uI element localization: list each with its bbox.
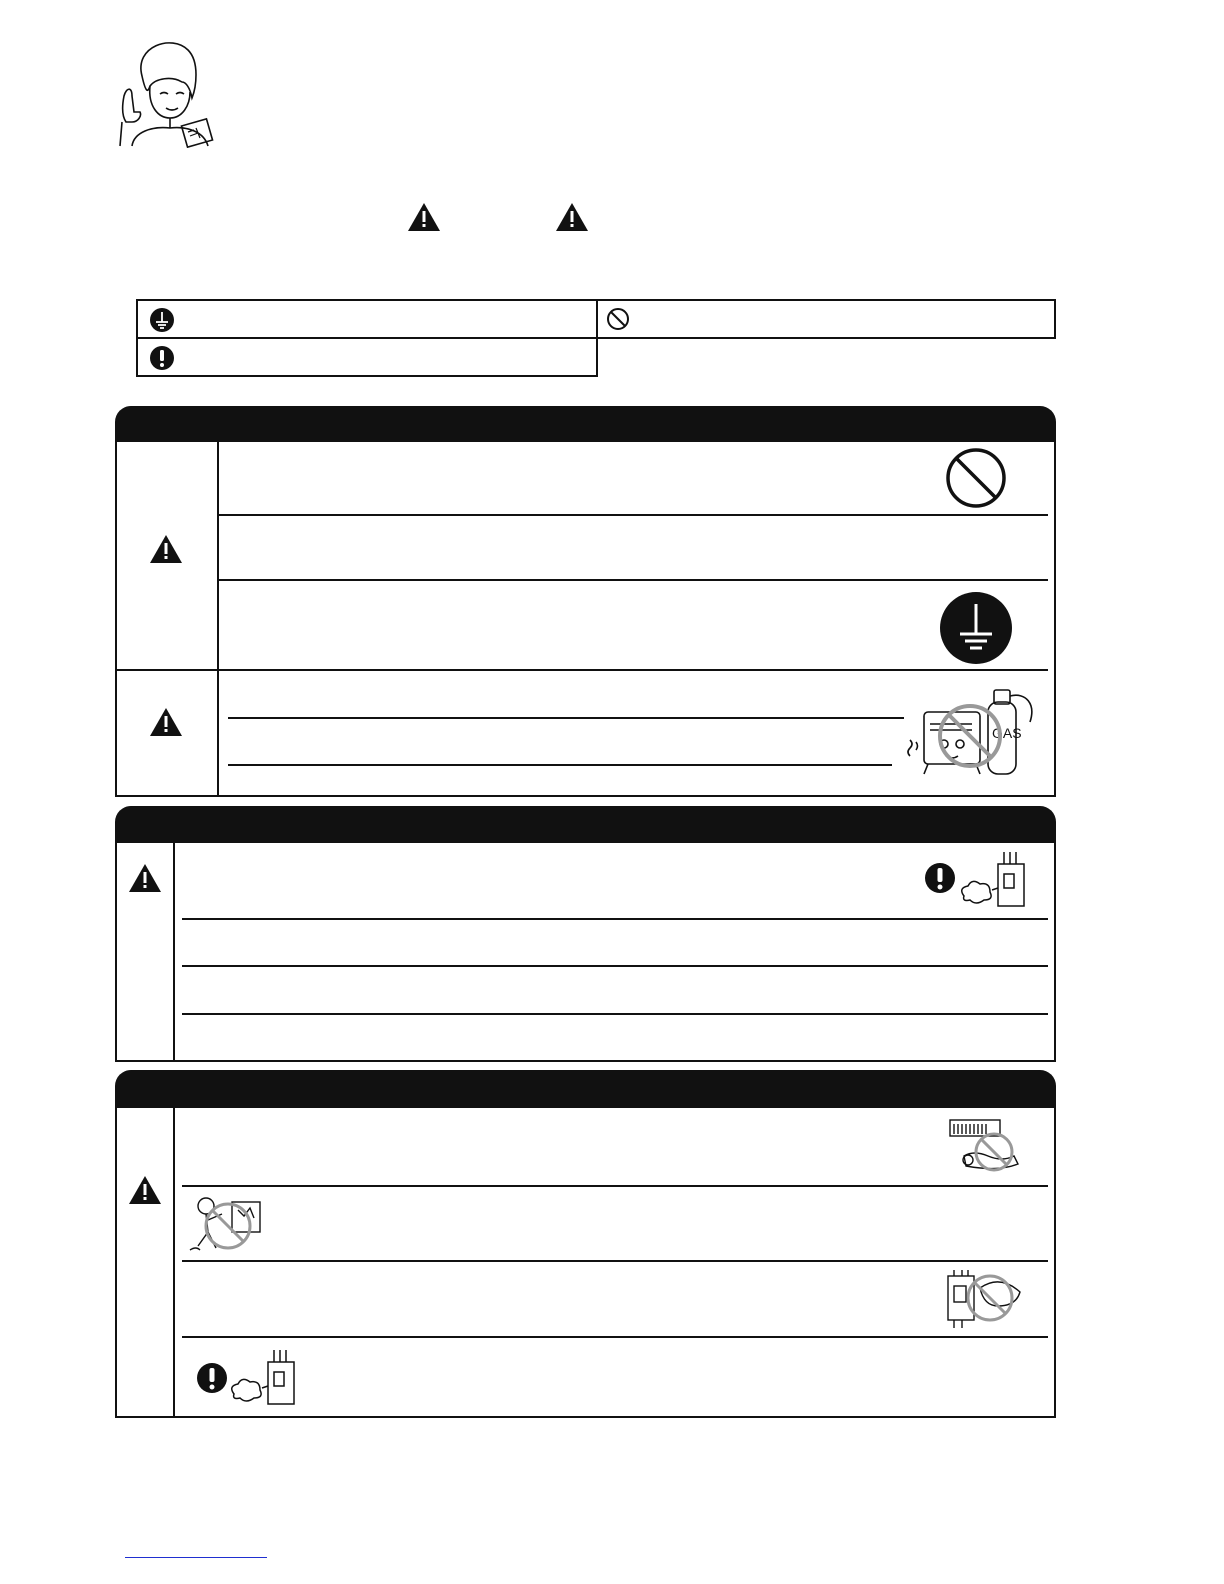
section-header-2: [115, 806, 1056, 843]
no-gas-near-unit-illustration: [906, 684, 1038, 780]
prohibition-icon: [606, 307, 630, 331]
circuit-breaker-illustration: [228, 1348, 302, 1408]
mandatory-icon: [924, 862, 956, 894]
ground-icon: [149, 307, 175, 333]
svg-text:GAS: GAS: [992, 725, 1022, 741]
section-body-2: [115, 841, 1056, 1062]
warning-triangle-icon: [127, 862, 163, 894]
no-hitting-unit-illustration: [188, 1192, 272, 1256]
footer-link[interactable]: [125, 1557, 267, 1558]
ground-icon: [938, 590, 1014, 666]
section-header-3: [115, 1070, 1056, 1108]
caution-triangle-icon: [148, 706, 184, 738]
mandatory-icon: [149, 345, 175, 371]
caution-triangle-icon: [554, 201, 590, 233]
circuit-breaker-illustration: [958, 850, 1032, 910]
no-wet-hands-on-switch-illustration: [940, 1268, 1026, 1330]
mandatory-icon: [196, 1362, 228, 1394]
no-sleeping-under-airflow-illustration: [944, 1116, 1026, 1178]
warning-triangle-icon: [406, 201, 442, 233]
prohibition-icon: [944, 446, 1008, 510]
section-header-1: [115, 406, 1056, 442]
safety-mascot-illustration: [112, 36, 222, 148]
warning-triangle-icon: [127, 1174, 163, 1206]
legend-table-right: [596, 299, 1056, 339]
warning-triangle-icon: [148, 533, 184, 565]
